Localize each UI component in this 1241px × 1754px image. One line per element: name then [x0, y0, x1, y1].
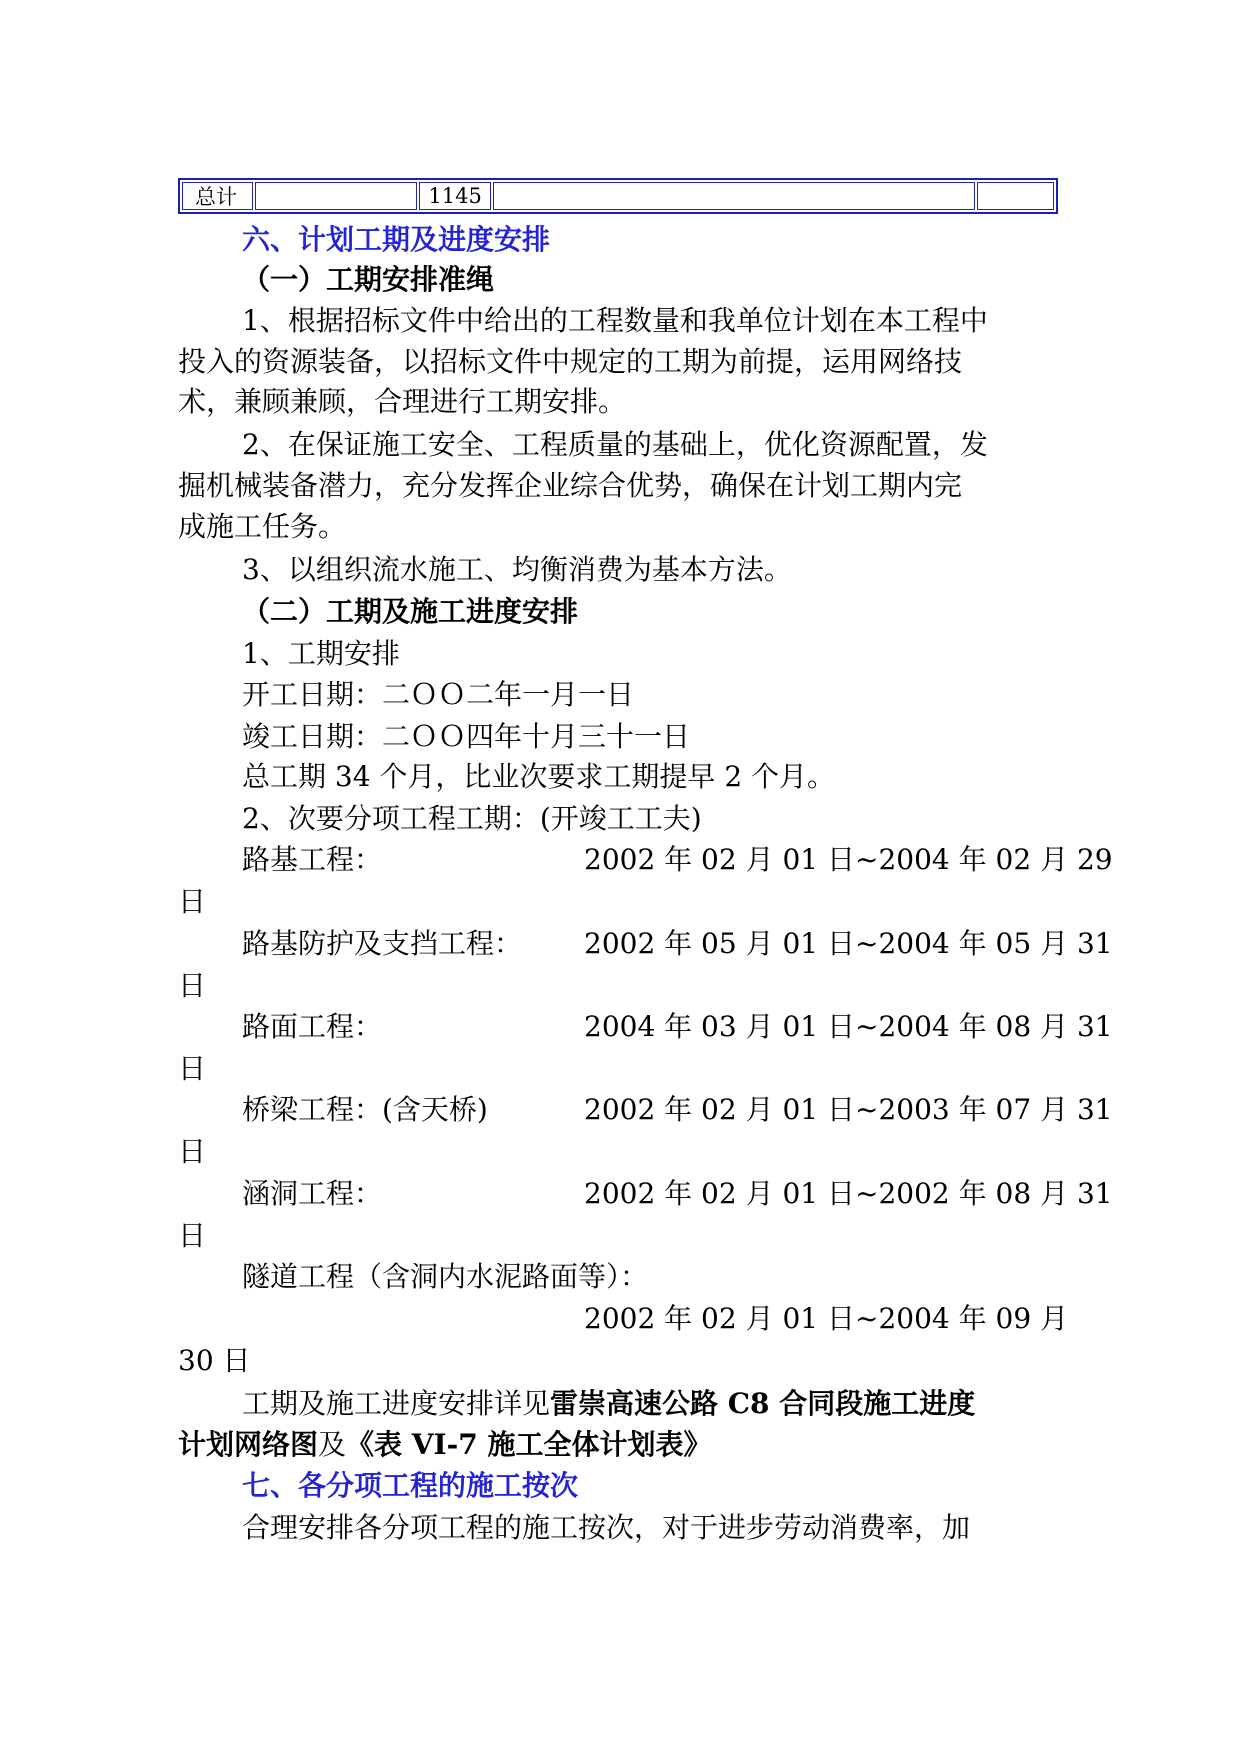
tunnel-range: 2002 年 02 月 01 日~2004 年 09 月: [584, 1302, 1069, 1335]
section-6-1-title: （一）工期安排准绳: [242, 263, 495, 296]
reference-chart-name: 雷崇高速公路 C8 合同段施工进度: [550, 1387, 976, 1420]
total-table: [178, 178, 1058, 214]
item-name: 桥梁工程：(含天桥): [242, 1093, 488, 1126]
paragraph-2-line-2: 掘机械装备潜力，充分发挥企业综合优势，确保在计划工期内完: [178, 469, 963, 502]
total-value-cell: 1145: [419, 182, 490, 210]
reference-table-name: 《表 VI-7 施工全体计划表》: [346, 1428, 712, 1461]
reference-conjunction: 及: [318, 1428, 347, 1461]
empty-cell: [255, 182, 417, 210]
tunnel-tail: 30 日: [178, 1344, 251, 1377]
paragraph-2-line-1: 2、在保证施工安全、工程质量的基础上，优化资源配置，发: [242, 428, 988, 461]
reference-prefix: 工期及施工进度安排详见: [242, 1387, 551, 1420]
reference-line-2: [178, 1425, 711, 1465]
sub-items-title: 2、次要分项工程工期：(开竣工工夫): [242, 802, 702, 835]
tunnel-name: 隧道工程（含洞内水泥路面等）：: [242, 1260, 649, 1293]
section-6-2-title: （二）工期及施工进度安排: [242, 595, 579, 628]
total-period: 总工期 34 个月，比业次要求工期提早 2 个月。: [242, 760, 836, 793]
item-range: 2002 年 02 月 01 日~2004 年 02 月 29: [584, 843, 1113, 876]
item-tail: 日: [178, 1052, 207, 1085]
empty-cell: [977, 182, 1054, 210]
item-range: 2002 年 05 月 01 日~2004 年 05 月 31: [584, 927, 1113, 960]
section-6-title: 六、计划工期及进度安排: [242, 223, 551, 256]
section-7-title: 七、各分项工程的施工按次: [242, 1469, 579, 1502]
schedule-title: 1、工期安排: [242, 637, 400, 670]
paragraph-3: 3、以组织流水施工、均衡消费为基本方法。: [242, 553, 792, 586]
item-range: 2002 年 02 月 01 日~2003 年 07 月 31: [584, 1093, 1113, 1126]
item-tail: 日: [178, 1135, 207, 1168]
item-tail: 日: [178, 969, 207, 1002]
start-date: 开工日期：二ＯＯ二年一月一日: [242, 678, 635, 711]
paragraph-2-line-3: 成施工任务。: [178, 510, 347, 543]
total-label-cell: 总计: [182, 182, 253, 210]
item-tail: 日: [178, 1219, 207, 1252]
paragraph-1-line-3: 术，兼顾兼顾，合理进行工期安排。: [178, 385, 627, 418]
paragraph-1-line-1: 1、根据招标文件中给出的工程数量和我单位计划在本工程中: [242, 304, 988, 337]
reference-chart-name-cont: 计划网络图: [178, 1428, 319, 1461]
section-7-paragraph: 合理安排各分项工程的施工按次，对于进步劳动消费率，加: [242, 1511, 971, 1544]
reference-line-1: [242, 1384, 975, 1424]
item-name: 路基防护及支挡工程：: [242, 927, 523, 960]
item-name: 路面工程：: [242, 1010, 383, 1043]
item-range: 2002 年 02 月 01 日~2002 年 08 月 31: [584, 1177, 1113, 1210]
end-date: 竣工日期：二ＯＯ四年十月三十一日: [242, 720, 691, 753]
item-name: 涵洞工程：: [242, 1177, 383, 1210]
item-range: 2004 年 03 月 01 日~2004 年 08 月 31: [584, 1010, 1113, 1043]
empty-cell: [493, 182, 975, 210]
item-tail: 日: [178, 885, 207, 918]
item-name: 路基工程：: [242, 843, 383, 876]
paragraph-1-line-2: 投入的资源装备，以招标文件中规定的工期为前提，运用网络技: [178, 345, 963, 378]
